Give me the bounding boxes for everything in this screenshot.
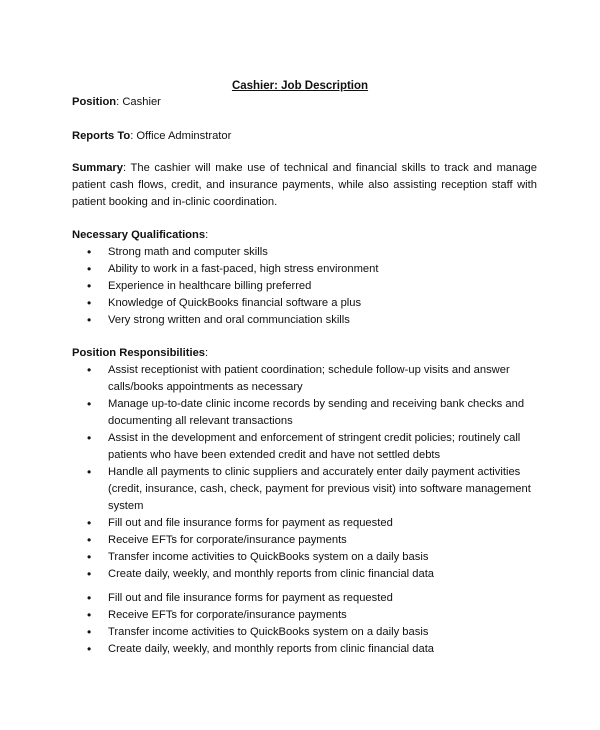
list-item-text: Fill out and file insurance forms for payment as requested bbox=[108, 592, 393, 604]
bullet-icon: • bbox=[87, 431, 92, 445]
list-item-text: Assist receptionist with patient coordination; schedule follow-up visits and answer calls/books appointments as necessary bbox=[108, 364, 510, 393]
list-item bbox=[72, 590, 542, 607]
list-item-text: Handle all payments to clinic suppliers and accurately enter daily payment activities (credit, insurance, cash, check, payment for previous visit) into software management system bbox=[108, 466, 531, 512]
list-item bbox=[72, 607, 542, 624]
list-item-text: Experience in healthcare billing preferred bbox=[108, 280, 312, 292]
list-item bbox=[72, 464, 542, 515]
list-item bbox=[72, 430, 542, 464]
list-item bbox=[72, 396, 542, 430]
list-item bbox=[72, 278, 542, 295]
list-item bbox=[72, 362, 542, 396]
bullet-icon: • bbox=[87, 279, 92, 293]
bullet-icon: • bbox=[87, 516, 92, 530]
bullet-icon: • bbox=[87, 397, 92, 411]
bullet-icon: • bbox=[87, 642, 92, 656]
list-item-text: Assist in the development and enforcement of stringent credit policies; routinely call patients who have been extended credit and have not settled debts bbox=[108, 432, 521, 461]
list-item bbox=[72, 244, 542, 261]
bullet-icon: • bbox=[87, 245, 92, 259]
bullet-icon: • bbox=[87, 296, 92, 310]
list-item bbox=[72, 261, 542, 278]
list-item bbox=[72, 515, 542, 532]
qualifications-list bbox=[72, 244, 542, 329]
bullet-icon: • bbox=[87, 550, 92, 564]
list-item-text: Transfer income activities to QuickBooks system on a daily basis bbox=[108, 626, 429, 638]
qualifications-label: Necessary Qualifications bbox=[72, 229, 206, 241]
qualifications-heading bbox=[72, 227, 537, 244]
list-item bbox=[72, 295, 542, 312]
list-item-text: Knowledge of QuickBooks financial software a plus bbox=[108, 297, 362, 309]
bullet-icon: • bbox=[87, 262, 92, 276]
bullet-icon: • bbox=[87, 567, 92, 581]
responsibilities-list bbox=[72, 362, 542, 583]
bullet-icon: • bbox=[87, 591, 92, 605]
qualifications-colon: : bbox=[205, 229, 209, 241]
document-title: Cashier: Job Description bbox=[231, 80, 369, 92]
responsibilities-heading bbox=[72, 345, 537, 362]
bullet-icon: • bbox=[87, 533, 92, 547]
list-item-text: Very strong written and oral communciation skills bbox=[108, 314, 350, 326]
list-item-text: Receive EFTs for corporate/insurance payments bbox=[108, 609, 347, 621]
list-item-text: Strong math and computer skills bbox=[108, 246, 268, 258]
position-line bbox=[72, 94, 537, 111]
list-item bbox=[72, 641, 542, 658]
bullet-icon: • bbox=[87, 608, 92, 622]
reports-to-value: : Office Adminstrator bbox=[130, 130, 232, 142]
position-label: Position bbox=[72, 96, 117, 108]
list-item-text: Create daily, weekly, and monthly reports from clinic financial data bbox=[108, 643, 435, 655]
list-item bbox=[72, 312, 542, 329]
reports-to-label: Reports To bbox=[72, 130, 131, 142]
list-item bbox=[72, 549, 542, 566]
bullet-icon: • bbox=[87, 625, 92, 639]
bullet-icon: • bbox=[87, 313, 92, 327]
list-item-text: Create daily, weekly, and monthly reports from clinic financial data bbox=[108, 568, 435, 580]
responsibilities-colon: : bbox=[205, 347, 209, 359]
list-item bbox=[72, 624, 542, 641]
list-item-text: Receive EFTs for corporate/insurance payments bbox=[108, 534, 347, 546]
list-item bbox=[72, 532, 542, 549]
list-item-text: Transfer income activities to QuickBooks system on a daily basis bbox=[108, 551, 429, 563]
additional-responsibilities-list bbox=[72, 590, 542, 658]
list-item-text: Ability to work in a fast-paced, high stress environment bbox=[108, 263, 379, 275]
responsibilities-label: Position Responsibilities bbox=[72, 347, 206, 359]
summary-paragraph bbox=[72, 160, 537, 211]
bullet-icon: • bbox=[87, 465, 92, 479]
bullet-icon: • bbox=[87, 363, 92, 377]
position-value: : Cashier bbox=[116, 96, 161, 108]
list-item-text: Fill out and file insurance forms for payment as requested bbox=[108, 517, 393, 529]
list-item-text: Manage up-to-date clinic income records by sending and receiving bank checks and documenting all relevant transactions bbox=[108, 398, 525, 427]
summary-text: : The cashier will make use of technical and financial skills to track and manage patient cash flows, credit, and insurance payments, while also assisting reception staff with patient booking and in-clinic coordination. bbox=[72, 162, 537, 208]
summary-label: Summary bbox=[72, 162, 123, 174]
reports-to-line bbox=[72, 128, 537, 145]
list-item bbox=[72, 566, 542, 583]
